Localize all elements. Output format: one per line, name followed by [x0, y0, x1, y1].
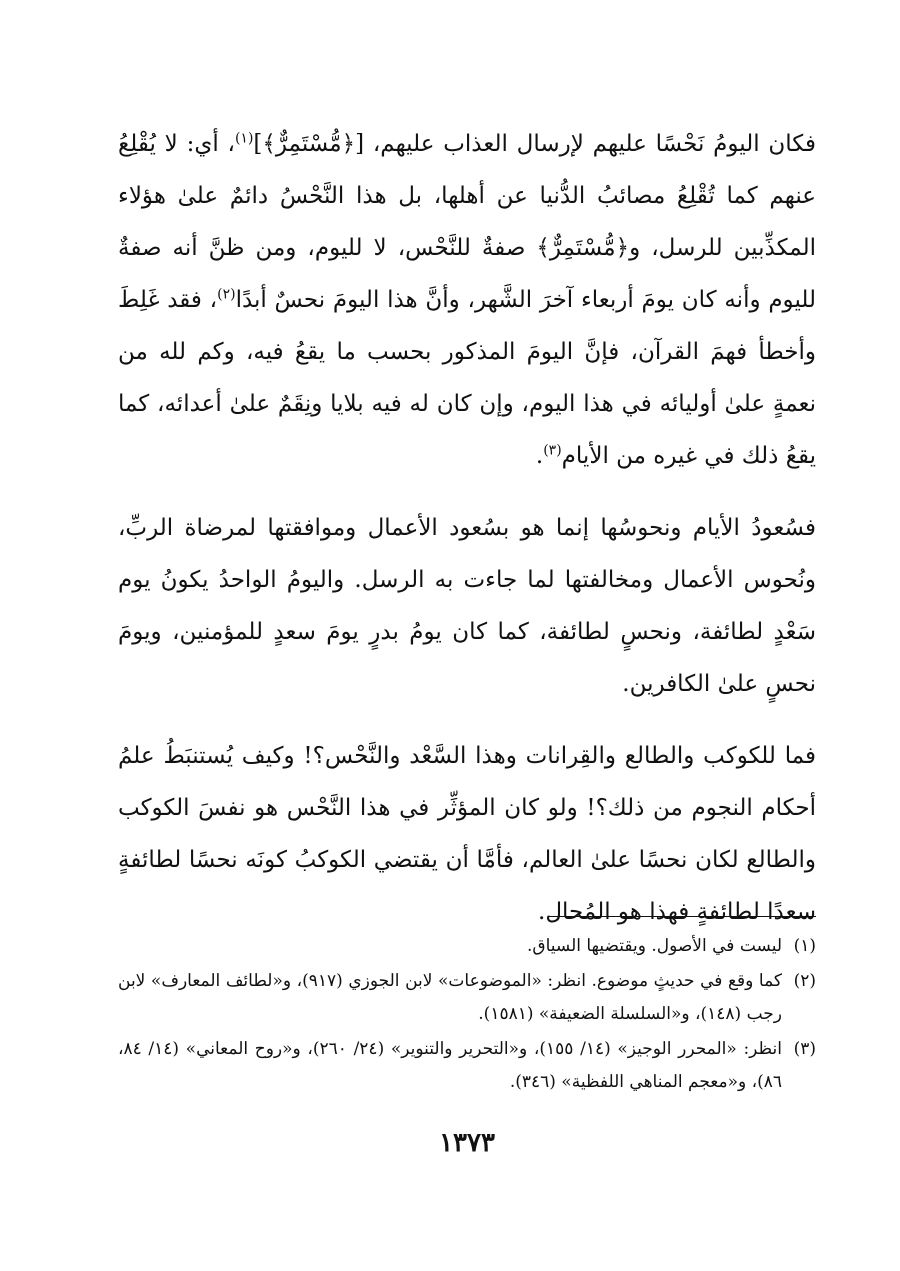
footnote-1 [118, 930, 816, 963]
paragraph-1-part-2: ، أي: لا يُقْلِعُ عنهم كما تُقْلِعُ مصائبُ الدُّنيا عن أهلها، بل هذا النَّحْسُ دائمٌ علىٰ هؤلاء المكذِّبين للرسل، و﴿مُّسْتَمِرٌّ﴾ صفةٌ للنَّحْس، لا لليوم، ومن ظنَّ أنه صفةٌ لليوم وأنه كان يومَ أربعاء آخرَ الشَّهر، وأنَّ هذا اليومَ نحسٌ أبدًا [118, 131, 817, 313]
footnotes-list [118, 930, 816, 1101]
footnote-2-number: (٢) [793, 971, 816, 991]
paragraph-2: فسُعودُ الأيام ونحوسُها إنما هو بسُعود الأعمال وموافقتها لمرضاة الربِّ، ونُحوس الأعمال ومخالفتها لما جاءت به الرسل. واليومُ الواحدُ يكونُ يوم سَعْدٍ لطائفة، ونحسٍ لطائفة، كما كان يومُ بدرٍ يومَ سعدٍ للمؤمنين، ويومَ نحسٍ علىٰ الكافرين. [118, 515, 816, 697]
paragraph-3: فما للكوكب والطالع والقِرانات وهذا السَّعْد والنَّحْس؟! وكيف يُستنبَطُ علمُ أحكام النجوم من ذلك؟! ولو كان المؤثِّر في هذا النَّحْس هو نفسَ الكوكب والطالع لكان نحسًا علىٰ العالم، فأمَّا أن يقتضي الكوكبُ كونَه نحسًا لطائفةٍ سعدًا لطائفةٍ فهذا هو المُحال. [118, 743, 816, 925]
footnote-1-number: (١) [793, 936, 816, 956]
footnote-ref-3: (٣) [543, 442, 562, 459]
footnote-2 [118, 965, 816, 1031]
paragraph-1-part-1: فكان اليومُ نَحْسًا عليهم لإرسال العذاب عليهم، [﴿مُّسْتَمِرٌّ﴾] [253, 131, 817, 157]
footnote-1-text: ليست في الأصول. ويقتضيها السياق. [527, 936, 782, 956]
footnote-3-number: (٣) [793, 1039, 816, 1059]
paragraph-1-part-3: ، فقد غَلِطَ وأخطأ فهمَ القرآن، فإنَّ اليومَ المذكور بحسب ما يقعُ فيه، وكم لله من نعمةٍ علىٰ أوليائه في هذا اليوم، وإن كان له فيه بلايا ونِقَمٌ علىٰ أعدائه، كما يقعُ ذلك في غيره من الأيام [118, 287, 816, 469]
paragraph-1 [118, 118, 816, 482]
book-page [118, 118, 817, 1158]
footnote-2-text: كما وقع في حديثٍ موضوع. انظر: «الموضوعات» لابن الجوزي (٩١٧)، و«لطائف المعارف» لابن رجب (١٤٨)، و«السلسلة الضعيفة» (١٥٨١). [118, 971, 782, 1024]
footnote-3 [118, 1033, 816, 1099]
page-number: ١٣٧٣ [439, 1128, 495, 1158]
footnote-separator [548, 916, 816, 917]
footnote-3-text: انظر: «المحرر الوجيز» (١٤/ ١٥٥)، و«التحرير والتنوير» (٢٤/ ٢٦٠)، و«روح المعاني» (١٤/ ٨٤، ٨٦)، و«معجم المناهي اللفظية» (٣٤٦). [118, 1039, 782, 1092]
paragraph-1-part-4: . [535, 443, 544, 469]
footnote-ref-1: (١) [234, 130, 254, 147]
footnote-ref-2: (٢) [217, 286, 236, 303]
